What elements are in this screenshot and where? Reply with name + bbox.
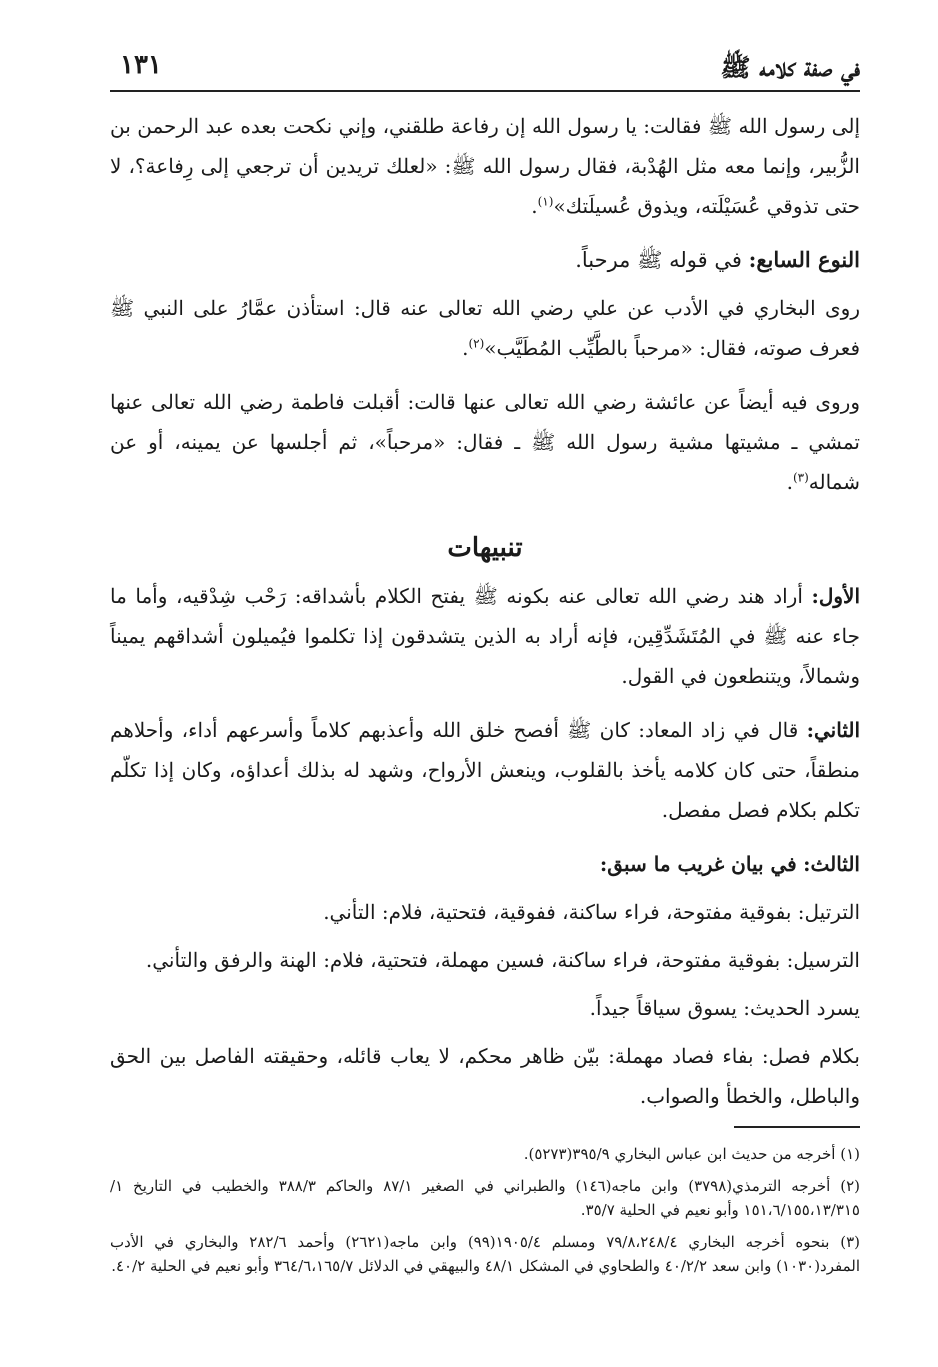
note-label: الأول:: [811, 584, 861, 608]
note-text: أراد هند رضي الله تعالى عنه بكونه ﷺ يفتح الكلام بأشداقه: رَحْب شِدْقيه، وأما ما جاء عنه ﷺ في المُتَشَدِّقِين، فإنه أراد به الذين يتشدقون إذا تكلموا فيُميلون أشداقهم يميناً وشمالاً، ويتنطعون في القول.: [110, 584, 860, 688]
paragraph-text: إلى رسول الله ﷺ فقالت: يا رسول الله إن رفاعة طلقني، وإني نكحت بعده عبد الرحمن بن الزُّبير، وإنما معه مثل الهُدْبة، فقال رسول الله ﷺ: «لعلك تريدين أن ترجعي إلى رِفاعة؟، لا حتى تذوقي عُسَيْلَته، ويذوق عُسيلَتك»: [110, 114, 860, 218]
note-text: قال في زاد المعاد: كان ﷺ أفصح خلق الله وأعذبهم كلاماً وأسرعهم أداء، وأحلاهم منطقاً، حتى كان كلامه يأخذ بالقلوب، وينعش الأرواح، وشهد له بذلك أعداؤه، وكان إذا تكلّم تكلم بكلام فصل مفصل.: [110, 718, 860, 822]
gloss-yasrud: يسرد الحديث: يسوق سياقاً جيداً.: [589, 996, 860, 1020]
footnote-2: (٢) أخرجه الترمذي(٣٧٩٨) وابن ماجه(١٤٦) والطبراني في الصغير ٨٧/١ والحاكم ٣٨٨/٣ والخطيب في التاريخ ١/ ١٥١،٦/١٥٥،١٣/٣١٥ وأبو نعيم في الحلية ٣٥/٧.: [110, 1177, 861, 1219]
heading-label: النوع السابع:: [748, 247, 860, 272]
gloss-tartil: الترتيل: بفوقية مفتوحة، فراء ساكنة، ففوقية، فتحتية، فلام: التأني.: [323, 900, 860, 924]
note-second: [110, 710, 860, 830]
running-header: [110, 46, 860, 92]
footnote-3: (٣) بنحوه أخرجه البخاري ٧٩/٨،٢٤٨/٤ ومسلم ١٩٠٥/٤(٩٩) وابن ماجه(٢٦٢١) وأحمد ٢٨٢/٦ والبخاري في الأدب المفرد(١٠٣٠) وابن سعد ٤٠/٢/٢ والطحاوي في المشكل ٤٨/١ والبيهقي في الدلائل ٣٦٤/٦،١٦٥/٧ وأبو نعيم في الحلية ٤٠/٢.: [110, 1233, 860, 1275]
footnote-1: (١) أخرجه من حديث ابن عباس البخاري ٣٩٥/٩(٥٢٧٣).: [523, 1145, 860, 1163]
gloss-tarsil: الترسيل: بفوقية مفتوحة، فراء ساكنة، فسين مهملة، فتحتية، فلام: الهنة والرفق والتأني.: [145, 948, 860, 972]
footnote-ref-3: (٣): [792, 470, 809, 485]
page-number: ١٣١: [120, 50, 162, 80]
paragraph-aisha-fatima: وروى فيه أيضاً عن عائشة رضي الله تعالى عنها قالت: أقبلت فاطمة رضي الله تعالى عنها تمشي ـ مشيتها مشية رسول الله ﷺ ـ فقال: «مرحباً»، ثم أجلسها عن يمينه، أو عن شماله$^{(٣)}$.: [110, 390, 860, 494]
footnotes: [110, 1142, 860, 1286]
paragraph-rifaa-hadith: إلى رسول الله ﷺ فقالت: يا رسول الله إن رفاعة طلقني، وإني نكحت بعده عبد الرحمن بن الزُّبير، وإنما معه مثل الهُدْبة، فقال رسول الله ﷺ: «لعلك تريدين أن ترجعي إلى رِفاعة؟، لا حتى تذوقي عُسَيْلَته، ويذوق عُسيلَتك»$^{(١)}$.: [110, 114, 860, 218]
main-text: [110, 106, 860, 1124]
note-third: [110, 844, 860, 884]
running-title: في صفة كلامه ﷺ: [720, 53, 860, 82]
note-label: الثاني:: [806, 718, 861, 742]
note-first: [110, 576, 860, 696]
paragraph-bukhari-ammar: روى البخاري في الأدب عن علي رضي الله تعالى عنه قال: استأذن عمَّارُ على النبي ﷺ فعرف صوته، فقال: «مرحباً بالطَّيِّب المُطَيَّب»$^{(٢)}$.: [110, 296, 860, 360]
gloss-kalam-fasl: بكلام فصل: بفاء فصاد مهملة: بيّن ظاهر محكم، لا يعاب قائله، وحقيقته الفاصل بين الحق والباطل، والخطأ والصواب.: [110, 1044, 860, 1108]
footnote-divider: [734, 1126, 860, 1128]
paragraph-text: روى البخاري في الأدب عن علي رضي الله تعالى عنه قال: استأذن عمَّارُ على النبي ﷺ فعرف صوته، فقال: «مرحباً بالطَّيِّب المُطَيَّب»: [110, 296, 860, 360]
heading-text: في قوله ﷺ مرحباً.: [575, 248, 742, 272]
note-heading: في بيان غريب ما سبق:: [599, 852, 797, 876]
paragraph-text: وروى فيه أيضاً عن عائشة رضي الله تعالى عنها قالت: أقبلت فاطمة رضي الله تعالى عنها تمشي ـ مشيتها مشية رسول الله ﷺ ـ فقال: «مرحباً»، ثم أجلسها عن يمينه، أو عن شماله: [110, 390, 860, 494]
note-label: الثالث:: [803, 852, 860, 876]
footnote-ref-1: (١): [537, 194, 554, 209]
section-title: تنبيهات: [447, 533, 523, 563]
seventh-kind-heading: [110, 240, 860, 280]
footnote-ref-2: (٢): [468, 336, 485, 351]
